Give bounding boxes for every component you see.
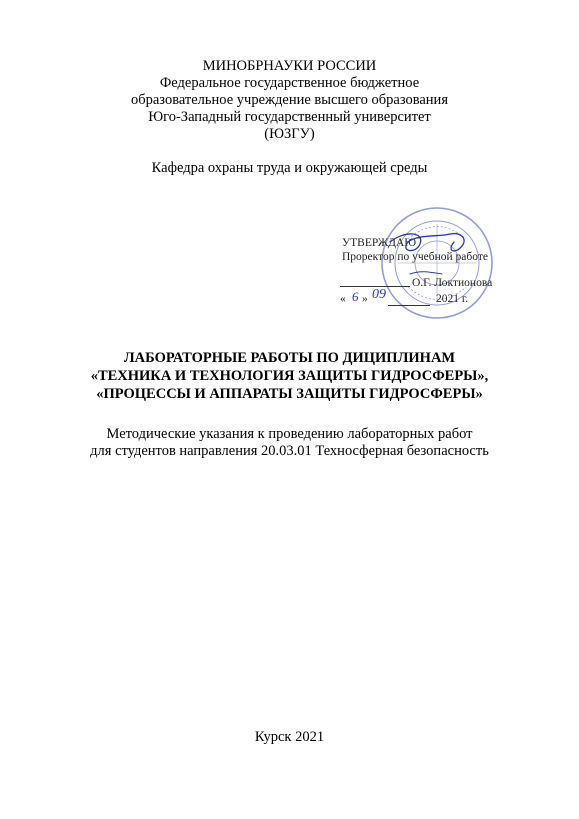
subtitle-line-2: для студентов направления 20.03.01 Техносферная безопасность	[90, 443, 489, 459]
city-year: Курск 2021	[254, 729, 325, 745]
ministry-name: МИНОБРНАУКИ РОССИИ	[202, 58, 377, 74]
date-quote-close: »	[362, 293, 368, 305]
university-name: Юго-Западный государственный университет	[148, 109, 431, 125]
approver-position: Проректор по учебной работе	[342, 251, 488, 263]
institution-type-line: Федеральное государственное бюджетное	[159, 75, 420, 91]
title-line-1: ЛАБОРАТОРНЫЕ РАБОТЫ ПО ДИЦИПЛИНАМ	[123, 350, 456, 366]
department-name: Кафедра охраны труда и окружающей среды	[151, 160, 428, 176]
approval-day: 6	[352, 289, 359, 304]
institution-education-line: образовательное учреждение высшего образования	[130, 92, 448, 108]
approval-year: 2021 г.	[436, 293, 469, 305]
title-line-3: «ПРОЦЕССЫ И АППАРАТЫ ЗАЩИТЫ ГИДРОСФЕРЫ»	[96, 386, 483, 402]
university-abbreviation: (ЮЗГУ)	[264, 126, 315, 142]
subtitle-line-1: Методические указания к проведению лабораторных работ	[106, 426, 473, 442]
approval-month: 09	[372, 287, 386, 302]
date-quote-open: «	[340, 293, 346, 305]
handwritten-signature	[350, 212, 500, 312]
approval-heading: УТВЕРЖДАЮ	[342, 237, 417, 249]
approver-name: О.Г. Локтионова	[412, 277, 493, 289]
title-line-2: «ТЕХНИКА И ТЕХНОЛОГИЯ ЗАЩИТЫ ГИДРОСФЕРЫ»,	[90, 368, 489, 384]
